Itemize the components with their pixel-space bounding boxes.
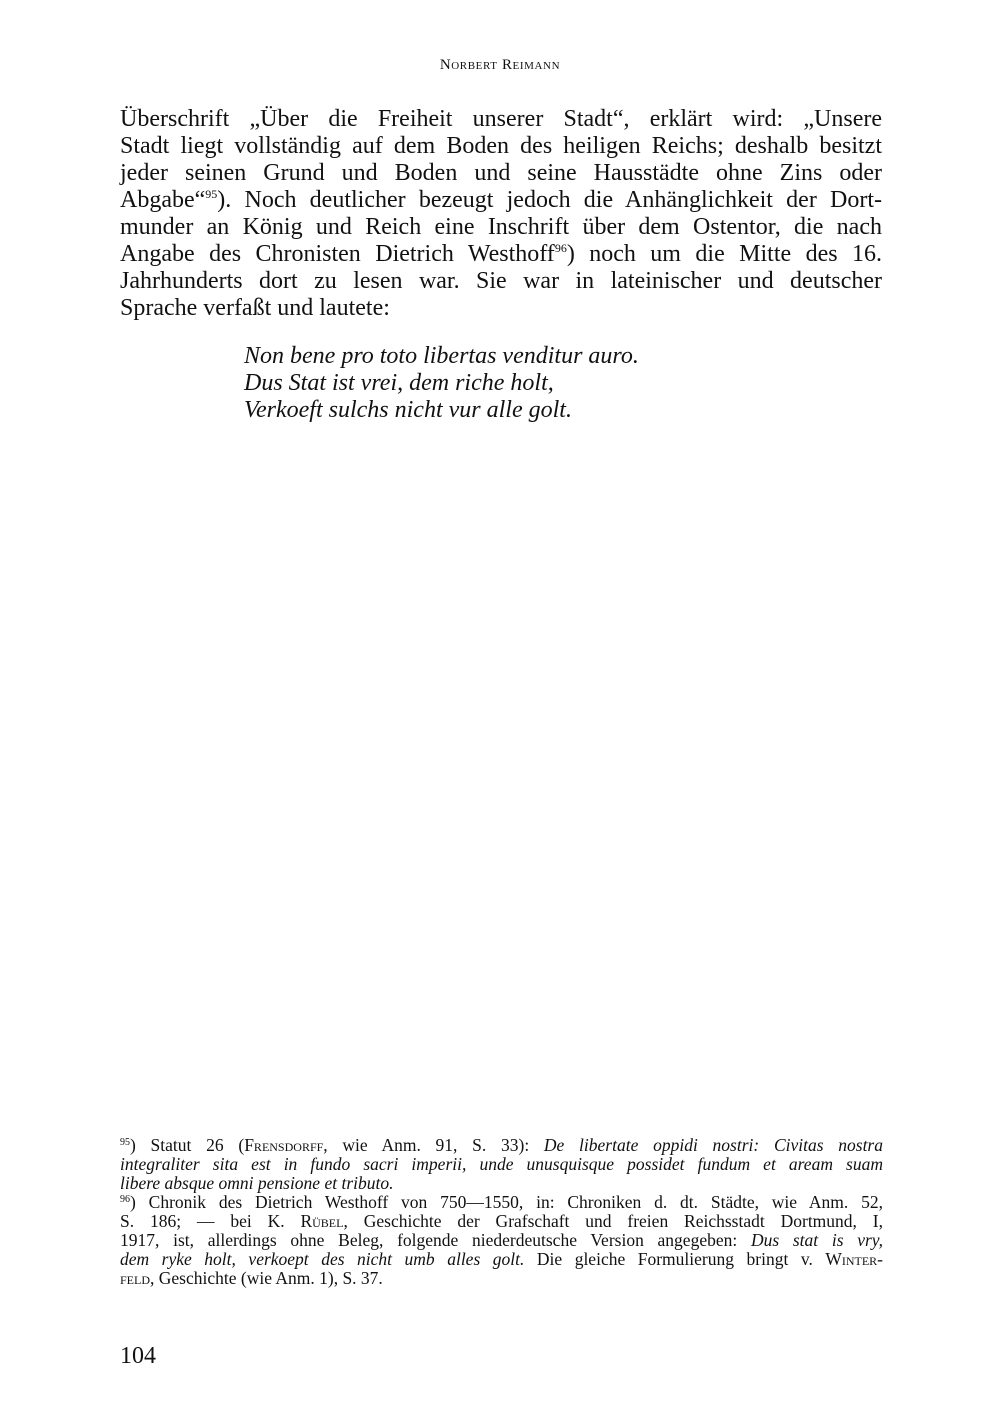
text-line: Jahrhunderts dort zu lesen war. Sie war in lateinischer und deutscher — [120, 268, 882, 294]
text-line: jeder seinen Grund und Boden und seine Hausstädte ohne Zins oder — [120, 160, 882, 186]
text-fragment: Angabe des Chronisten Dietrich Westhoff — [120, 241, 555, 267]
header-author: Norbert Reimann — [439, 57, 561, 73]
latin-quote: De libertate oppidi nostri: Civitas nostra — [543, 1135, 883, 1155]
footnote-line — [120, 1231, 883, 1250]
running-header — [0, 57, 1000, 74]
text-fragment: ). Noch deutlicher bezeugt jedoch die Anhänglichkeit der Dort- — [217, 187, 882, 213]
footnote-line — [120, 1269, 883, 1288]
footnote-ref-96[interactable]: 96 — [554, 241, 567, 255]
author-name: feld — [120, 1268, 150, 1288]
author-name: Frensdorff — [244, 1135, 324, 1155]
text-fragment: S. 186; — bei K. — [120, 1211, 301, 1231]
text-fragment: , Geschichte der Grafschaft und freien Reichsstadt Dortmund, I, — [343, 1211, 883, 1231]
text-line — [120, 241, 882, 268]
text-line — [120, 187, 882, 214]
text-fragment: , wie Anm. 91, S. 33): — [323, 1135, 544, 1155]
text-line: Sprache verfaßt und lautete: — [120, 295, 390, 321]
text-fragment: ) Statut 26 ( — [130, 1135, 245, 1155]
text-fragment: 1917, ist, allerdings ohne Beleg, folgende niederdeutsche Version angegeben: — [120, 1230, 751, 1250]
text-fragment: , Geschichte (wie Anm. 1), S. 37. — [150, 1268, 383, 1288]
footnote-line — [120, 1193, 883, 1212]
text-fragment: Abgabe“ — [120, 187, 206, 213]
verse-line: Non bene pro toto libertas venditur auro. — [244, 343, 639, 369]
page-number: 104 — [120, 1343, 156, 1369]
footnote-line — [120, 1136, 883, 1155]
verse-line: Verkoeft sulchs nicht vur alle golt. — [244, 397, 572, 423]
footnote-95 — [120, 1136, 883, 1193]
text-fragment: ) noch um die Mitte des 16. — [566, 241, 882, 267]
text-fragment: ) Chronik des Dietrich Westhoff von 750—1550, in: Chroniken d. dt. Städte, wie Anm. 52, — [130, 1192, 883, 1212]
footnote-line: integraliter sita est in fundo sacri imperii, unde unusquisque possidet fundum et aream suam — [120, 1154, 883, 1174]
author-name: Winter- — [825, 1249, 884, 1269]
author-name: Rübel — [300, 1211, 344, 1231]
footnote-ref-95[interactable]: 95 — [205, 187, 218, 201]
footnotes — [120, 1136, 883, 1288]
text-line: munder an König und Reich eine Inschrift über dem Ostentor, die nach — [120, 214, 882, 240]
verse-line: Dus Stat ist vrei, dem riche holt, — [244, 370, 554, 396]
text-line: Stadt liegt vollständig auf dem Boden des heiligen Reichs; deshalb besitzt — [120, 133, 882, 159]
low-german-quote: dem ryke holt, verkoept des nicht umb alles golt. — [120, 1249, 525, 1269]
text-line: Überschrift „Über die Freiheit unserer Stadt“, erklärt wird: „Unsere — [120, 106, 882, 132]
footnote-96 — [120, 1193, 883, 1288]
footnote-line: libere absque omni pensione et tributo. — [120, 1173, 394, 1193]
footnote-line — [120, 1212, 883, 1231]
low-german-quote: Dus stat is vry, — [750, 1230, 883, 1250]
footnote-line — [120, 1250, 883, 1269]
inscription-verse — [244, 343, 639, 424]
footnote-number: 95 — [120, 1137, 130, 1148]
text-fragment: Die gleiche Formulierung bringt v. — [524, 1249, 826, 1269]
footnote-number: 96 — [120, 1194, 130, 1205]
paragraph — [120, 106, 882, 322]
main-text — [120, 106, 882, 322]
